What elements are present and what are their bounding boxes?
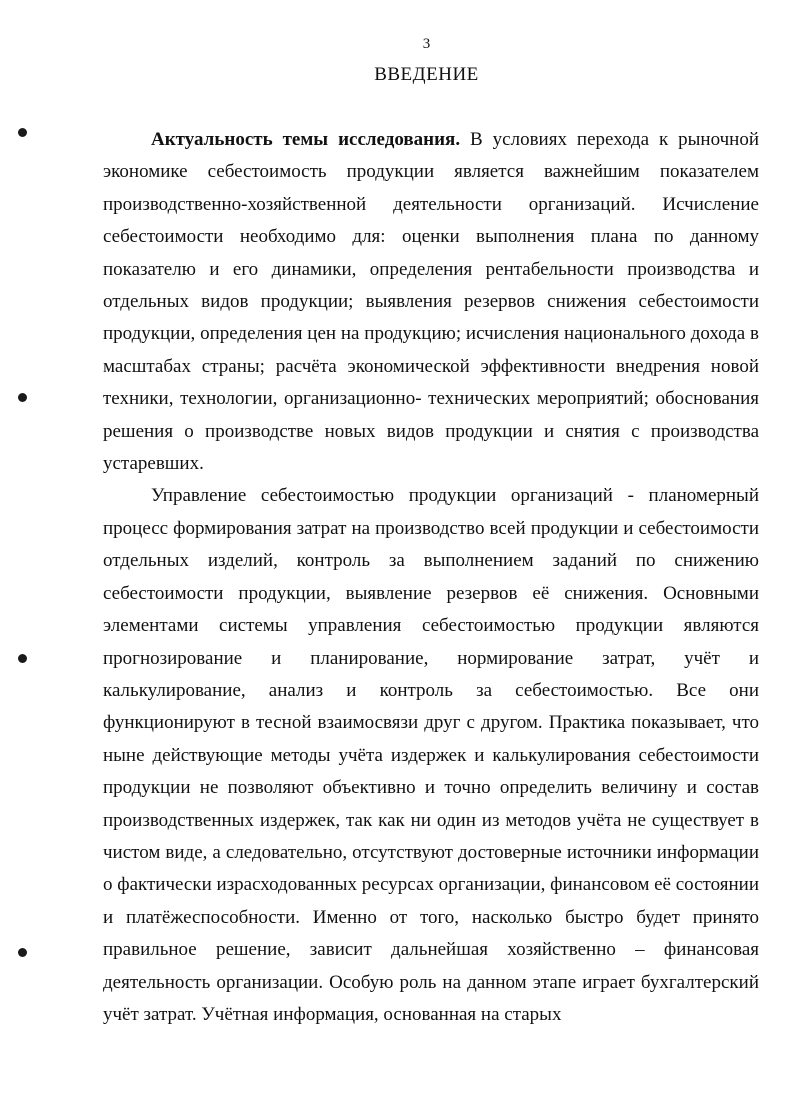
paragraph-cost-management xyxy=(103,480,759,1031)
punch-hole-mark xyxy=(18,654,27,663)
paragraph-lead: Актуальность темы исследования. xyxy=(151,129,461,150)
punch-hole-mark xyxy=(18,128,27,137)
body-text xyxy=(103,124,759,1031)
section-heading: ВВЕДЕНИЕ xyxy=(374,64,479,85)
page-number: 3 xyxy=(422,36,431,52)
paragraph-text: Управление себестоимостью продукции организаций - планомерный процесс формирования затрат на производство всей продукции и себестоимости отдельных изделий, контроль за выполнением заданий по снижению себестоимости продукции, выявление резервов её снижения. Основными элементами системы управления себестоимостью продукции являются прогнозирование и планирование, нормирование затрат, учёт и калькулирование, анализ и контроль за себестоимостью. Все они функционируют в тесной взаимосвязи друг с другом. Практика показывает, что ныне действующие методы учёта издержек и калькулирования себестоимости продукции не позволяют объективно и точно определить величину и состав производственных издержек, так как ни один из методов учёта не существует в чистом виде, а следовательно, отсутствуют достоверные источники информации о фактически израсходованных ресурсах организации, финансовом её состоянии и платёжеспособности. Именно от того, насколько быстро будет принято правильное решение, зависит дальнейшая хозяйственно – финансовая деятельность организации. Особую роль на данном этапе играет бухгалтерский учёт затрат. Учётная информация, основанная на старых xyxy=(103,485,759,1025)
punch-hole-mark xyxy=(18,393,27,402)
punch-hole-mark xyxy=(18,948,27,957)
paragraph-relevance xyxy=(103,124,759,480)
paragraph-text: В условиях перехода к рыночной экономике себестоимость продукции является важнейшим показателем производственно-хозяйственной деятельности организаций. Исчисление себестоимости необходимо для: оценки выполнения плана по данному показателю и его динамики, определения рентабельности производства и отдельных видов продукции; выявления резервов снижения себестоимости продукции, определения цен на продукцию; исчисления национального дохода в масштабах страны; расчёта экономической эффективности внедрения новой техники, технологии, организационно- технических мероприятий; обоснования решения о производстве новых видов продукции и снятия с производства устаревших. xyxy=(103,129,759,475)
